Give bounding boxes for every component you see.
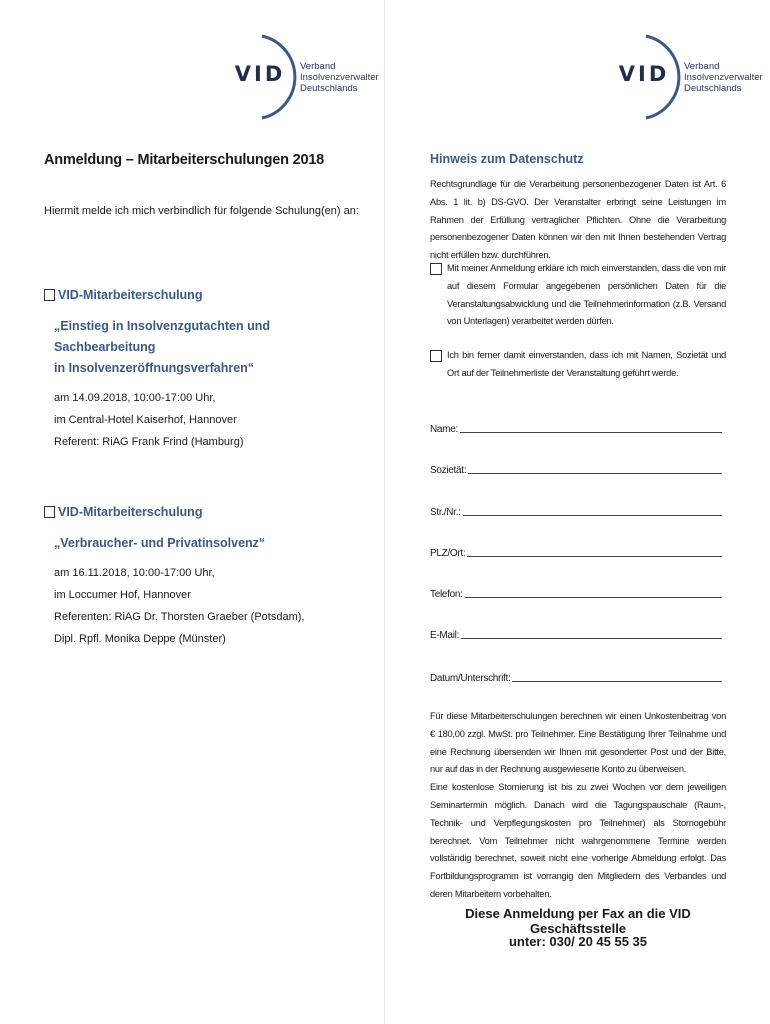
vid-emblem <box>228 32 308 122</box>
vid-logo-left <box>228 32 379 122</box>
logo-org-name: Verband Insolvenzverwalter Deutschlands <box>684 60 763 94</box>
fee-text: Für diese Mitarbeiterschulungen berechnen wir einen Unkostenbeitrag von € 180,00 zzgl. MwSt. pro Teilnehmer. Eine Bestätigung Ihrer Teilnahme und eine Rechnung übersenden wir Ihnen mit gesonderter Post und der Bitte, nur auf das in der Rechnung ausgewiesene Konto zu überweisen. <box>430 711 726 775</box>
email-field[interactable] <box>430 630 722 641</box>
course-subtitle: „Verbraucher- und Privatinsolvenz“ <box>54 536 266 550</box>
fax-instruction: Diese Anmeldung per Fax an die VID Geschäftsstelle <box>465 906 691 936</box>
consent-data-processing <box>430 260 726 331</box>
consent-2-checkbox[interactable] <box>430 350 442 362</box>
street-input-line[interactable] <box>463 514 722 516</box>
firm-input-line[interactable] <box>468 472 722 474</box>
course-heading: VID-Mitarbeiterschulung <box>58 288 203 302</box>
signature-field[interactable] <box>430 673 722 684</box>
field-label: Str./Nr.: <box>430 507 461 518</box>
course-2-checkbox[interactable] <box>44 506 55 518</box>
course-2 <box>44 505 364 650</box>
intro-text: Hiermit melde ich mich verbindlich für folgende Schulung(en) an: <box>44 205 359 217</box>
phone-field[interactable] <box>430 589 722 600</box>
consent-participant-list <box>430 347 726 383</box>
fold-line <box>384 0 385 1024</box>
city-input-line[interactable] <box>467 555 722 557</box>
privacy-title: Hinweis zum Datenschutz <box>430 152 584 166</box>
course-heading: VID-Mitarbeiterschulung <box>58 505 203 519</box>
fee-info <box>430 708 726 904</box>
logo-acronym: VID <box>234 62 286 86</box>
field-label: Sozietät: <box>430 465 467 476</box>
consent-1-text: Mit meiner Anmeldung erkläre ich mich einverstanden, dass die von mir auf diesem Formular angegebenen persönlichen Daten für die Veranstaltungsabwicklung und die Teilnehmerinformation (z.B. Versand von Unterlagen) verarbeitet werden dürfen. <box>447 263 726 327</box>
firm-field[interactable] <box>430 465 722 476</box>
phone-input-line[interactable] <box>465 596 722 598</box>
consent-2-text: Ich bin ferner damit einverstanden, dass ich mit Namen, Sozietät und Ort auf der Teilnehmerliste der Veranstaltung geführt werde. <box>447 350 726 378</box>
course-1-checkbox[interactable] <box>44 289 55 301</box>
street-field[interactable] <box>430 507 722 518</box>
privacy-text: Rechtsgrundlage für die Verarbeitung personenbezogener Daten ist Art. 6 Abs. 1 lit. b) DS-GVO. Der Veranstalter erbringt seine Leistungen im Rahmen der Erfüllung vertraglicher Pflichten. Ohne die Verarbeitung personenbezogener Daten können wir den mit Ihnen bestehenden Vertrag nicht erfüllen bzw. durchführen. <box>430 179 726 261</box>
consent-1-checkbox[interactable] <box>430 263 442 275</box>
name-input-line[interactable] <box>460 431 722 433</box>
field-label: Telefon: <box>430 589 463 600</box>
course-details: am 16.11.2018, 10:00-17:00 Uhr, im Loccumer Hof, Hannover Referenten: RiAG Dr. Thorsten Graeber (Potsdam), Dipl. Rpfl. Monika Deppe (Münster) <box>54 567 305 645</box>
email-input-line[interactable] <box>461 637 722 639</box>
vid-emblem <box>612 32 692 122</box>
field-label: PLZ/Ort: <box>430 548 466 559</box>
signature-input-line[interactable] <box>512 680 722 682</box>
fax-number: unter: 030/ 20 45 55 35 <box>508 934 648 949</box>
field-label: E-Mail: <box>430 630 460 641</box>
course-1 <box>44 288 364 453</box>
course-details: am 14.09.2018, 10:00-17:00 Uhr, im Central-Hotel Kaiserhof, Hannover Referent: RiAG Frank Frind (Hamburg) <box>54 392 244 448</box>
city-field[interactable] <box>430 548 722 559</box>
vid-logo-right <box>612 32 763 122</box>
field-label: Name: <box>430 424 458 435</box>
course-subtitle: „Einstieg in Insolvenzgutachten und Sachbearbeitung in Insolvenzeröffnungsverfahren“ <box>54 319 270 375</box>
field-label: Datum/Unterschrift: <box>430 673 511 684</box>
logo-acronym: VID <box>618 62 670 86</box>
page-title: Anmeldung – Mitarbeiterschulungen 2018 <box>44 152 325 168</box>
logo-org-name: Verband Insolvenzverwalter Deutschlands <box>300 60 379 94</box>
cancellation-text: Eine kostenlose Stornierung ist bis zu zwei Wochen vor dem jeweiligen Seminartermin möglich. Danach wird die Tagungspauschale (Raum-, Technik- und Verpflegungskosten pro Teilnehmer) als Stornogebühr berechnet. Vom Teilnehmer nicht wahrgenommene Termine werden vollständig berechnet, soweit nicht eine vorherige Abmeldung erfolgt. Das Fortbildungsprogramm ist vorrangig den Mitgliedern des Verbandes und deren Mitarbeitern vorbehalten. <box>430 782 726 899</box>
name-field[interactable] <box>430 424 722 435</box>
